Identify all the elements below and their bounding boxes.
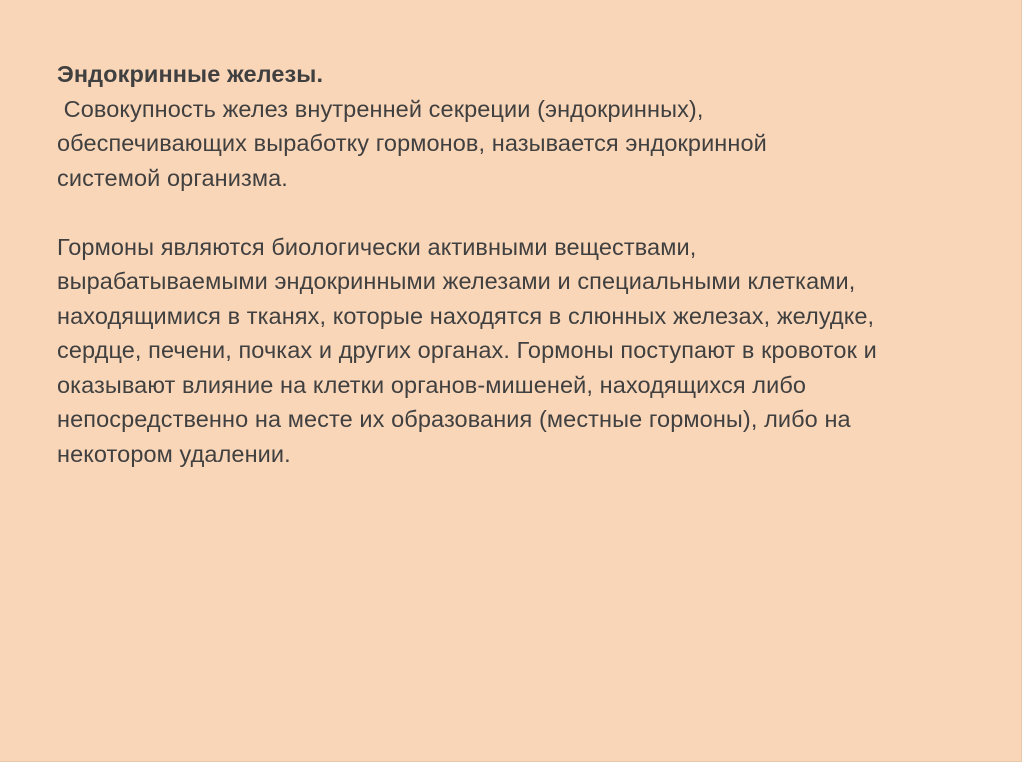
slide-text-body: [57, 57, 977, 471]
paragraph-spacer: [57, 195, 977, 230]
paragraph2-line: находящимися в тканях, которые находятся в слюнных железах, желудке,: [57, 302, 875, 329]
paragraph1-line: Совокупность желез внутренней секреции (эндокринных),: [57, 95, 704, 122]
paragraph2-line: сердце, печени, почках и других органах. Гормоны поступают в кровоток и: [57, 337, 877, 363]
paragraph1-line: системой организма.: [57, 164, 288, 191]
paragraph2-line: непосредственно на месте их образования (местные гормоны), либо на: [57, 406, 851, 432]
slide-heading: Эндокринные железы.: [57, 61, 324, 87]
paragraph2-line: Гормоны являются биологически активными веществами,: [57, 233, 697, 260]
paragraph2-line: вырабатываемыми эндокринными железами и специальными клетками,: [57, 268, 856, 294]
paragraph2-line: оказывают влияние на клетки органов-мишеней, находящихся либо: [57, 371, 807, 398]
paragraph1-line: обеспечивающих выработку гормонов, называется эндокринной: [57, 130, 767, 156]
paragraph2-line: некотором удалении.: [57, 440, 291, 467]
